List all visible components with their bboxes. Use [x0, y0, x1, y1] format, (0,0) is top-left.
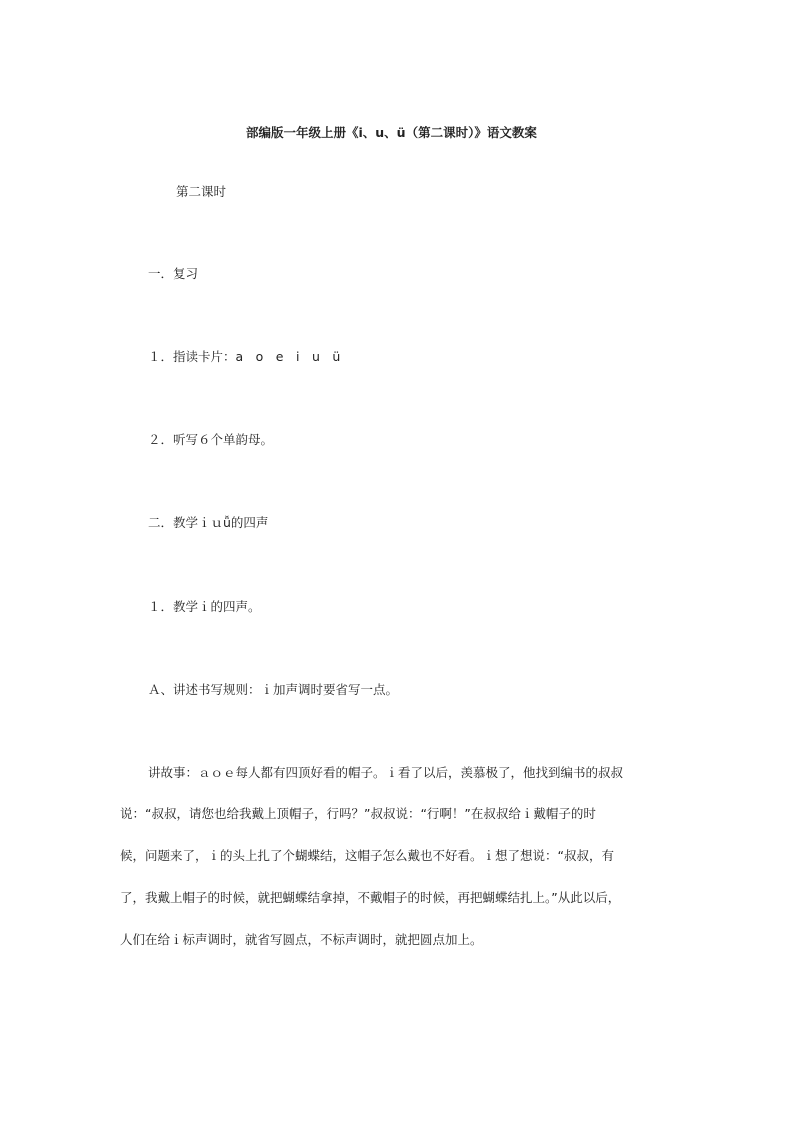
lesson-label: 第二课时	[176, 184, 227, 199]
story-line: 说：“叔叔，请您也给我戴上顶帽子，行吗？”叔叔说：“行啊！”在叔叔给ｉ戴帽子的时	[120, 806, 596, 821]
story-line: 人们在给ｉ标声调时，就省写圆点，不标声调时，就把圆点加上。	[120, 932, 483, 947]
section-heading-tones: 二．教学ｉｕǚ的四声	[148, 515, 269, 530]
section-heading-review: 一．复习	[148, 266, 199, 281]
document-title: 部编版一年级上册《i、u、ü（第二课时）》语文教案	[246, 125, 537, 140]
tones-item-a: Ａ、讲述书写规则：ｉ加声调时要省写一点。	[148, 682, 399, 697]
tones-item-1: １．教学ｉ的四声。	[148, 599, 261, 614]
review-item-2: ２．听写６个单韵母。	[148, 432, 274, 447]
story-line: 了，我戴上帽子的时候，就把蝴蝶结拿掉，不戴帽子的时候，再把蝴蝶结扎上。”从此以后，	[120, 890, 621, 905]
review-item-1: １．指读卡片：a o e i u ü	[148, 349, 341, 364]
story-line: 候，问题来了，ｉ的头上扎了个蝴蝶结，这帽子怎么戴也不好看。ｉ想了想说：“叔叔，有	[120, 848, 614, 863]
story-line: 讲故事：ａｏｅ每人都有四顶好看的帽子。ｉ看了以后，羡慕极了，他找到编书的叔叔	[148, 765, 624, 780]
